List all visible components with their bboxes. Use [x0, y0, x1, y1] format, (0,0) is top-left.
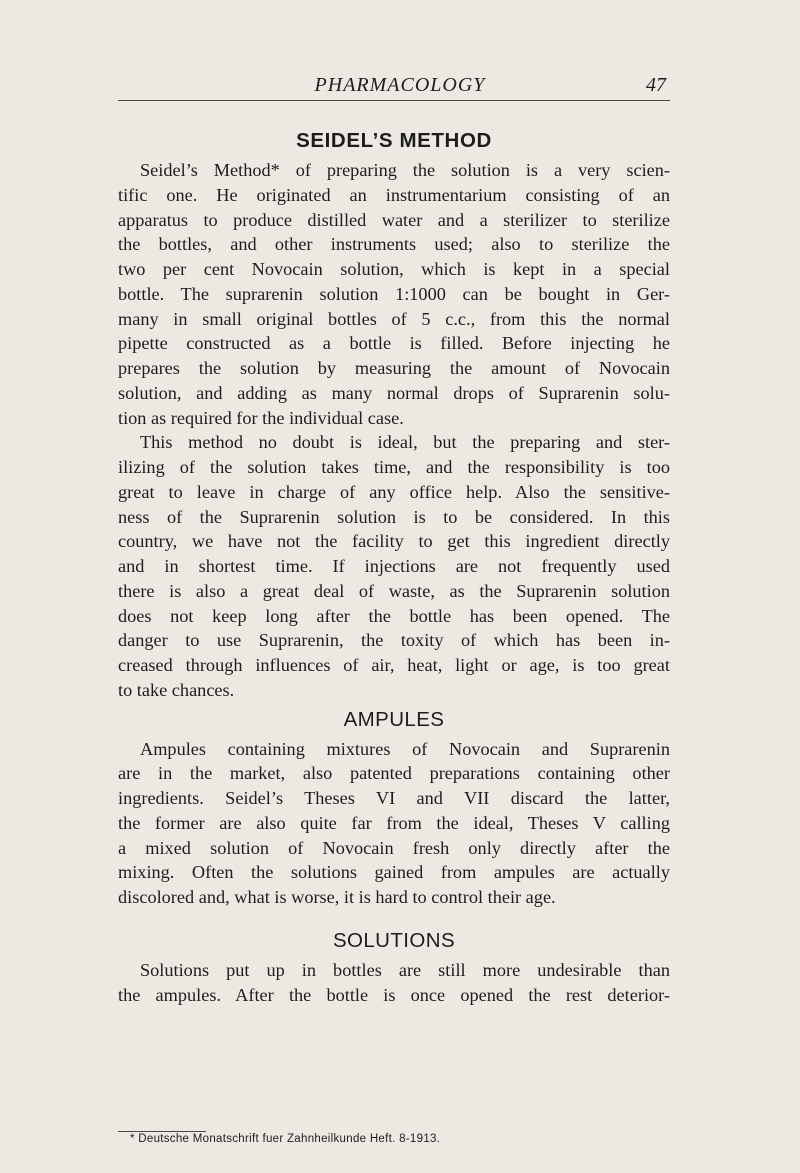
text-line: This method no doubt is ideal, but the preparing and ster-: [140, 432, 670, 453]
text-line: tific one. He originated an instrumentarium consisting of an: [118, 184, 670, 205]
text-line: there is also a great deal of waste, as the Suprarenin solution: [118, 580, 670, 601]
text-line: the former are also quite far from the ideal, Theses V calling: [118, 812, 670, 833]
text-line: danger to use Suprarenin, the toxity of which has been in-: [118, 630, 670, 651]
paragraph: [118, 737, 670, 910]
text-line: Solutions put up in bottles are still more undesirable than: [140, 959, 670, 980]
running-head: PHARMACOLOGY: [314, 74, 486, 96]
body-text: [118, 124, 670, 1007]
text-line: the bottles, and other instruments used; also to sterilize the: [118, 234, 670, 255]
text-line: bottle. The suprarenin solution 1:1000 can be bought in Ger-: [118, 283, 670, 304]
text-line: tion as required for the individual case.: [118, 407, 404, 428]
section-heading-solutions: SOLUTIONS: [332, 928, 456, 952]
text-line: the ampules. After the bottle is once opened the rest deterior-: [118, 984, 670, 1005]
header-rule: [118, 100, 670, 101]
text-line: pipette constructed as a bottle is filled. Before injecting he: [118, 333, 670, 354]
text-line: ness of the Suprarenin solution is to be considered. In this: [118, 506, 670, 527]
text-line: a mixed solution of Novocain fresh only directly after the: [118, 837, 670, 858]
text-line: many in small original bottles of 5 c.c., from this the normal: [118, 308, 670, 329]
text-line: mixing. Often the solutions gained from ampules are actually: [118, 862, 670, 883]
text-line: to take chances.: [118, 679, 235, 700]
text-line: country, we have not the facility to get this ingredient directly: [118, 531, 670, 552]
paragraph: [118, 958, 670, 1008]
text-line: discolored and, what is worse, it is hard to control their age.: [118, 887, 556, 907]
paragraph: [118, 430, 670, 702]
page-number: 47: [646, 74, 666, 96]
text-line: solution, and adding as many normal drops of Suprarenin solu-: [118, 382, 670, 403]
text-line: apparatus to produce distilled water and a sterilizer to sterilize: [118, 209, 670, 230]
section-heading-ampules: AMPULES: [343, 707, 445, 731]
text-line: prepares the solution by measuring the amount of Novocain: [118, 358, 670, 378]
text-line: ingredients. Seidel’s Theses VI and VII discard the latter,: [118, 788, 670, 808]
text-line: ilizing of the solution takes time, and the responsibility is too: [118, 457, 670, 477]
text-line: great to leave in charge of any office help. Also the sensitive-: [118, 481, 670, 502]
paragraph: [118, 158, 670, 430]
text-line: Seidel’s Method* of preparing the solution is a very scien-: [140, 160, 670, 180]
text-line: are in the market, also patented preparations containing other: [118, 763, 670, 784]
footnote: * Deutsche Monatschrift fuer Zahnheilkunde Heft. 8-1913.: [130, 1133, 441, 1145]
text-line: creased through influences of air, heat, light or age, is too great: [118, 655, 670, 675]
text-line: Ampules containing mixtures of Novocain and Suprarenin: [140, 738, 670, 759]
text-line: and in shortest time. If injections are not frequently used: [118, 556, 670, 576]
footnote-rule: [118, 1131, 206, 1132]
section-heading-seidels-method: SEIDEL’S METHOD: [296, 129, 492, 152]
text-line: does not keep long after the bottle has been opened. The: [118, 605, 670, 626]
text-line: two per cent Novocain solution, which is kept in a special: [118, 259, 670, 279]
